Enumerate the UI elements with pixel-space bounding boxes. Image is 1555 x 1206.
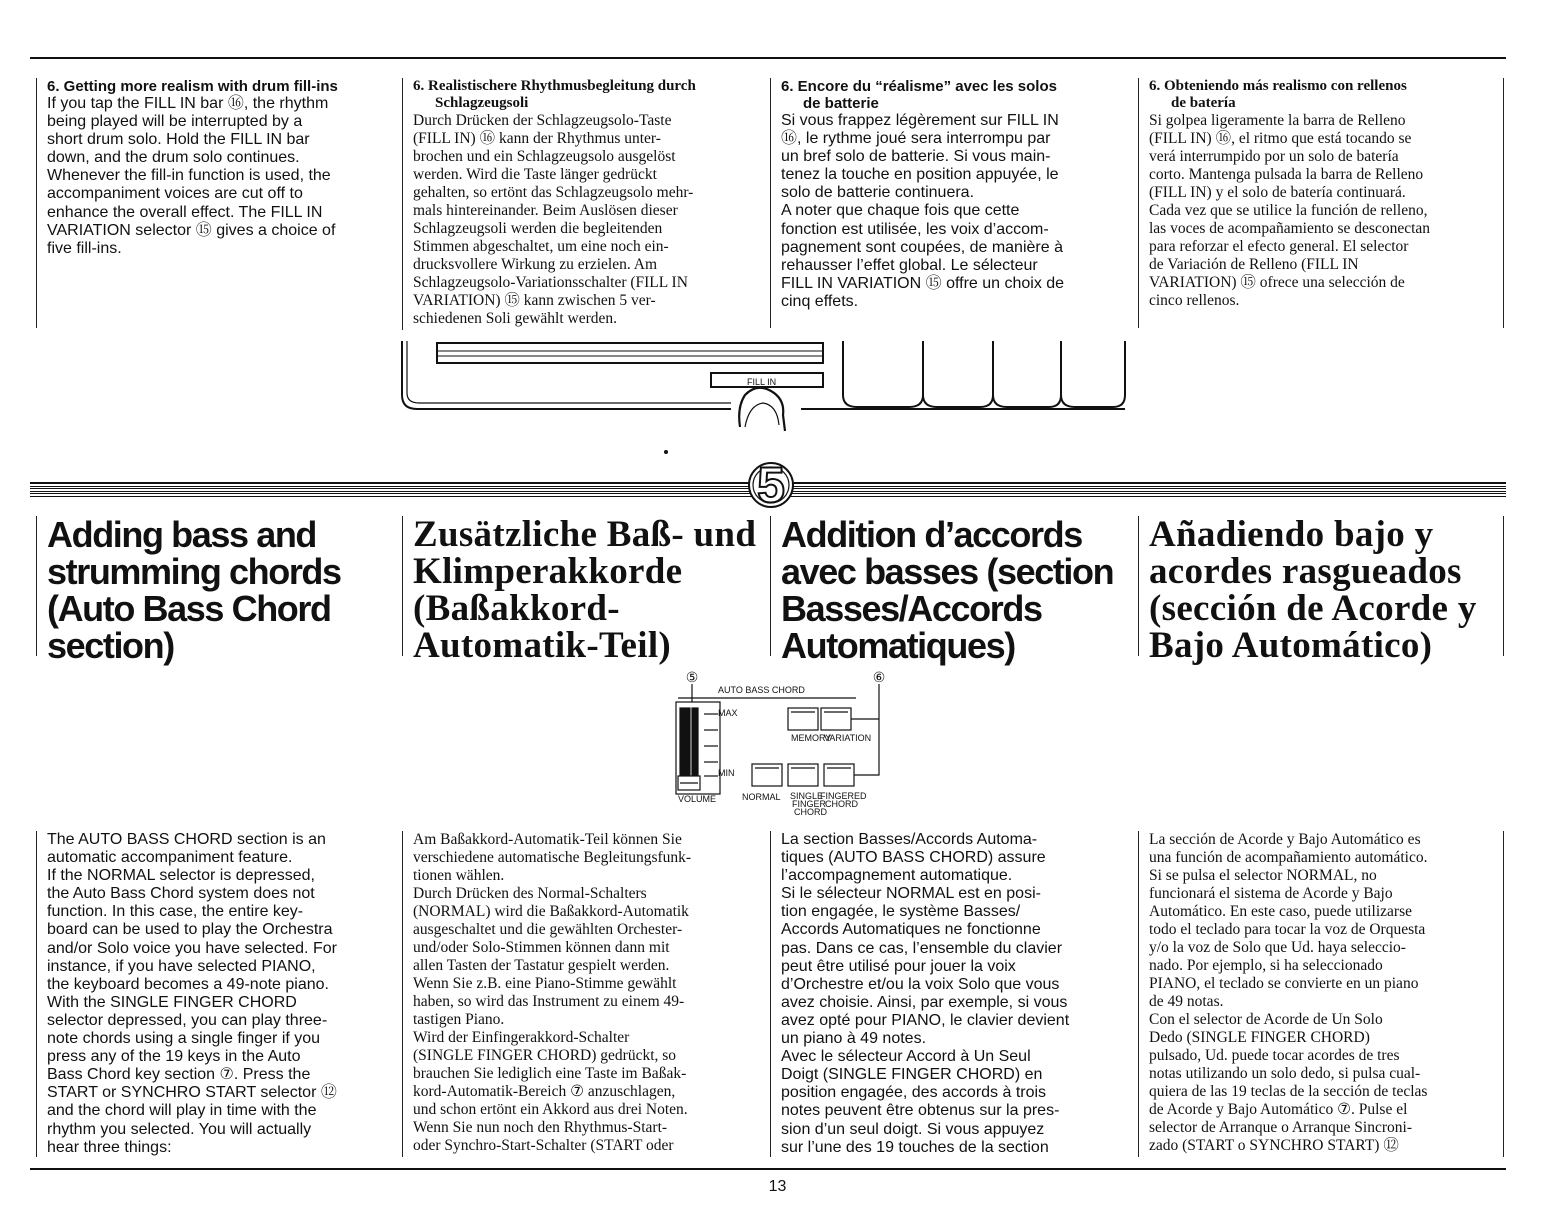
title-de: Zusätzliche Baß- und Klimperakkorde (Baßakkord- Automatik-Teil) <box>413 514 757 666</box>
single-finger-chord-label-3: CHORD <box>794 807 827 817</box>
de-heading-line2: Schlagzeugsoli <box>435 95 529 111</box>
es-heading-line2: de batería <box>1171 95 1236 111</box>
variation-label: VARIATION <box>824 733 872 743</box>
page-number: 13 <box>768 1178 787 1195</box>
es-heading-line1: 6. Obteniendo más realismo con rellenos <box>1149 78 1407 94</box>
stray-dot <box>664 450 668 454</box>
normal-label: NORMAL <box>742 792 781 802</box>
fill-in-bar-illustration <box>395 335 1135 435</box>
title-en: Adding bass and strumming chords (Auto Bass Chord section) <box>47 514 341 666</box>
title-fr: Addition d’accords avec basses (section Basses/Accords Automatiques) <box>781 514 1114 666</box>
title-column-de <box>402 514 762 666</box>
fr-fill-in-heading <box>781 78 1132 112</box>
fr-fill-in-body: Si vous frappez légèrement sur FILL IN ⑯, le rythme joué sera interrompu par un bref solo de batterie. Si vous main- tenez la touche en position appuyée, le solo de batterie continuera. A noter que chaque fois que cette fonction est utilisée, les voix d’accom- pagnement sont coupées, de manière à rehausser l’effet global. Le sélecteur FILL IN VARIATION ⑮ offre un choix de cinq effets. <box>781 112 1065 310</box>
auto-bass-chord-panel-diagram <box>668 662 908 822</box>
bottom-column-en <box>36 831 391 1157</box>
title-es: Añadiendo bajo y acordes rasgueados (sección de Acorde y Bajo Automático) <box>1149 514 1477 666</box>
bottom-column-de <box>402 831 762 1157</box>
volume-label: VOLUME <box>678 794 717 804</box>
en-abc-body: The AUTO BASS CHORD section is an automatic accompaniment feature. If the NORMAL selector is depressed, the Auto Bass Chord system does not function. In this case, the entire key- board can be used to play the Orchestra and/or Solo voice you have selected. For instance, if you have selected PIANO, the keyboard becomes a 49-note piano. With the SINGLE FINGER CHORD selector depressed, you can play three- note chords using a single finger if you press any of the 19 keys in the Auto Bass Chord key section ⑦. Press the START or SYNCHRO START selector ⑫ and the chord will play in time with the rhythm you selected. You will actually hear three things: <box>47 831 337 1156</box>
fr-heading-line1: 6. Encore du “réalisme” avec les solos <box>781 78 1057 95</box>
top-column-es <box>1138 78 1504 328</box>
es-abc-body: La sección de Acorde y Bajo Automático es una función de acompañamiento automático. Si se pulsa el selector NORMAL, no funcionará el sistema de Acorde y Bajo Automático. En este caso, puede utilizarse todo el teclado para tocar la voz de Orquesta y/o la voz de Solo que Ud. haya seleccio- nado. Por ejemplo, si ha seleccionado PIANO, el teclado se convierte en un piano de 49 notas. Con el selector de Acorde de Un Solo Dedo (SINGLE FINGER CHORD) pulsado, Ud. puede tocar acordes de tres notas utilizando un solo dedo, si pulsa cual- quiera de las 19 teclas de la sección de teclas de Acorde y Bajo Automático ⑦. Pulse el selector de Arranque o Arranque Sincroni- zado (START o SYNCHRO START) ⑫ <box>1149 831 1428 1154</box>
single-finger-chord-label-1: SINGLE <box>790 791 824 801</box>
section-number-text: 5 <box>757 457 785 510</box>
bottom-rule <box>30 1168 1506 1170</box>
top-column-fr <box>770 78 1132 328</box>
memory-label: MEMORY <box>791 733 832 743</box>
bottom-column-fr <box>770 831 1132 1157</box>
max-label: MAX <box>718 708 738 718</box>
top-column-en <box>36 78 388 328</box>
title-column-es <box>1138 514 1504 666</box>
de-fill-in-body: Durch Drücken der Schlagzeugsolo-Taste (FILL IN) ⑯ kann der Rhythmus unter- brochen und ein Schlagzeugsolo ausgelöst werden. Wird die Taste länger gedrückt gehalten, so ertönt das Schlagzeugsolo mehr- mals hintereinander. Beim Auslösen dieser Schlagzeugsoli werden die begleitenden Stimmen abgeschaltet, um eine noch ein- drucksvollere Wirkung zu erzielen. Am Schlagzeugsolo-Variationsschalter (FILL IN VARIATION) ⑮ kann zwischen 5 ver- schiedenen Soli gewählt werden. <box>413 112 694 327</box>
top-rule <box>30 57 1506 59</box>
de-heading-line1: 6. Realistischere Rhythmusbegleitung durch <box>413 78 696 94</box>
callout-6: ⑥ <box>872 671 886 686</box>
title-column-fr <box>770 514 1132 666</box>
de-fill-in-heading <box>413 78 762 112</box>
en-fill-in-body: If you tap the FILL IN bar ⑯, the rhythm being played will be interrupted by a short drum solo. Hold the FILL IN bar down, and the drum solo continues. Whenever the fill-in function is used, the accompaniment voices are cut off to enhance the overall effect. The FILL IN VARIATION selector ⑮ gives a choice of five fill-ins. <box>47 95 336 257</box>
fr-heading-line2: de batterie <box>803 95 879 112</box>
bottom-column-es <box>1138 831 1504 1157</box>
title-column-en <box>36 514 391 666</box>
min-label: MIN <box>718 768 735 778</box>
es-fill-in-heading <box>1149 78 1503 112</box>
fr-abc-body: La section Basses/Accords Automa- tiques (AUTO BASS CHORD) assure l’accompagnement automatique. Si le sélecteur NORMAL est en posi- tion engagée, le système Basses/ Accords Automatiques ne fonctionne pas. Dans ce cas, l’ensemble du clavier peut être utilisé pour jouer la voix d’Orchestre et/ou la voix Solo que vous avez choisie. Ainsi, par exemple, si vous avez opté pour PIANO, le clavier devient un piano à 49 notes. Avec le sélecteur Accord à Un Seul Doigt (SINGLE FINGER CHORD) en position engagée, des accords à trois notes peuvent être obtenus sur la pres- sion d’un seul doigt. Si vous appuyez sur l’une des 19 touches de la section <box>781 831 1070 1156</box>
fingered-chord-label-2: CHORD <box>825 799 858 809</box>
callout-5: ⑤ <box>685 671 699 686</box>
auto-bass-chord-label: AUTO BASS CHORD <box>718 685 805 695</box>
single-finger-chord-label-2: FINGER <box>792 799 827 809</box>
fill-in-bar-label: FILL IN <box>747 377 777 387</box>
fingered-chord-label-1: FINGERED <box>820 791 867 801</box>
section-number-badge <box>740 450 802 510</box>
es-fill-in-body: Si golpea ligeramente la barra de Relleno (FILL IN) ⑯, el ritmo que está tocando se verá interrumpido por un solo de batería corto. Mantenga pulsada la barra de Relleno (FILL IN) y el solo de batería continuará. Cada vez que se utilice la función de relleno, las voces de acompañamiento se desconectan para reforzar el efecto general. El selector de Variación de Relleno (FILL IN VARIATION) ⑮ ofrece una selección de cinco rellenos. <box>1149 112 1431 309</box>
de-abc-body: Am Baßakkord-Automatik-Teil können Sie verschiedene automatische Begleitungsfunk- tionen wählen. Durch Drücken des Normal-Schalters (NORMAL) wird die Baßakkord-Automatik ausgeschaltet und die gewählten Orchester- und/oder Solo-Stimmen können dann mit allen Tasten der Tastatur gespielt werden. Wenn Sie z.B. eine Piano-Stimme gewählt haben, so wird das Instrument zu einem 49- tastigen Piano. Wird der Einfingerakkord-Schalter (SINGLE FINGER CHORD) gedrückt, so brauchen Sie lediglich eine Taste im Baßak- kord-Automatik-Bereich ⑦ anzuschlagen, und schon ertönt ein Akkord aus drei Noten. Wenn Sie nun noch den Rhythmus-Start- oder Synchro-Start-Schalter (START oder <box>413 831 692 1154</box>
top-column-de <box>402 78 762 330</box>
en-fill-in-heading: 6. Getting more realism with drum fill-ins <box>47 78 338 95</box>
